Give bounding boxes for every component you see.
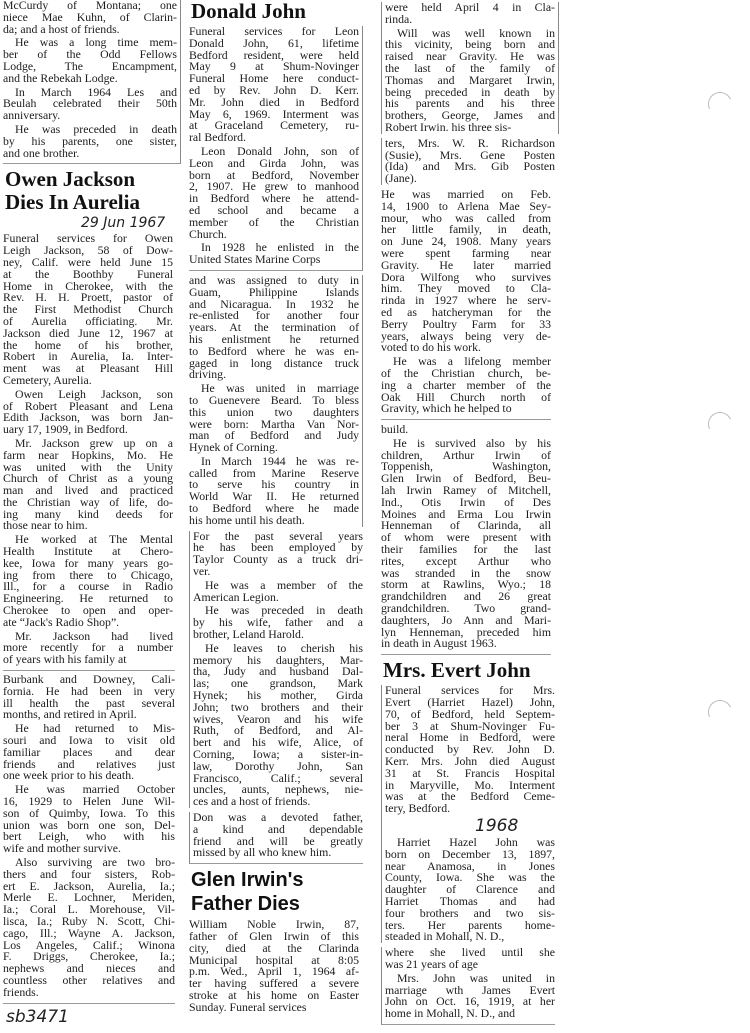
text-line: Edith Jackson, was born Jan- — [3, 410, 173, 425]
text-line: He was a long time mem- — [15, 35, 177, 50]
text-line: F. Driggs, Cherokee, Ia.; — [3, 949, 175, 964]
text-line: raised near Gravity. He was — [385, 49, 555, 64]
text-line: him. They moved to Cla- — [381, 281, 551, 296]
text-line: stroke at his home on Easter — [189, 987, 359, 1002]
text-line: voted to do his work. — [381, 340, 481, 355]
text-line: In March 1964 Les and — [15, 84, 177, 99]
text-line: of the Christian church, be- — [381, 365, 551, 380]
text-line: a kind and dependable — [193, 821, 363, 836]
text-line: County, Iowa. She was the — [385, 870, 555, 885]
archive-handwritten-mark: sb3471 — [6, 1006, 69, 1027]
headline-line: Owen Jackson — [5, 167, 136, 192]
text-line: Ill., for a course in Radio — [3, 579, 173, 594]
text-line: was at the Bedford Ceme- — [385, 789, 555, 804]
text-line: driving. — [189, 367, 227, 382]
text-line: He was a lifelong member — [393, 354, 551, 369]
text-line: Los Angeles, Calif.; Winona — [3, 937, 175, 952]
text-line: son of Quimby, Iowa. To this — [3, 805, 175, 820]
text-line: and the Rebekah Lodge. — [3, 70, 118, 85]
text-line: Robert Irwin. his three sis- — [385, 119, 512, 134]
paragraph — [189, 919, 359, 1013]
text-line: called from Marine Reserve — [189, 465, 359, 480]
text-line: Kerr. Mrs. John died August — [385, 754, 555, 769]
text-line: Home in Cherokee, with the — [3, 278, 173, 293]
text-line: Mrs. John was united in — [397, 970, 555, 985]
text-line: He was a member of the — [205, 577, 363, 592]
paragraph — [189, 272, 359, 382]
text-line: were born: Martha Van Nor- — [189, 416, 359, 431]
text-line: friend and will be greatly — [193, 833, 363, 848]
text-line: Church. — [189, 226, 227, 241]
paragraph — [3, 784, 175, 855]
text-line: Municipal hospital at 8:05 — [189, 952, 359, 967]
paragraph — [381, 186, 551, 355]
paragraph — [3, 674, 175, 721]
text-line: four brothers and two sis- — [385, 905, 555, 920]
text-line: William Noble Irwin, 87, — [189, 917, 359, 932]
text-line: near Anamosa, in Jones — [385, 858, 555, 873]
paragraph — [385, 837, 555, 943]
text-line: Rev. H. H. Proett, pastor of — [3, 290, 173, 305]
paragraph — [189, 26, 359, 144]
text-line: years. At the termination of — [189, 320, 359, 335]
text-line: ral Bedford. — [189, 130, 246, 145]
column-3 — [381, 0, 559, 1029]
text-line: fornia. He had been in very — [3, 683, 175, 698]
donald-john-obituary-part2 — [189, 272, 363, 527]
paragraph — [381, 424, 551, 436]
text-line: ing many kind deeds for — [3, 506, 173, 521]
text-line: Burbank and Downey, Cali- — [3, 672, 175, 687]
paragraph — [193, 605, 363, 640]
text-line: Sunday. Funeral services — [189, 999, 307, 1014]
text-line: Lodge, The Encampment, — [3, 58, 177, 73]
handwritten-year: 1968 — [475, 816, 519, 836]
paragraph — [3, 0, 177, 35]
paragraph — [3, 121, 177, 160]
text-line: Bedford resident, were held — [189, 47, 359, 62]
text-line: in Maryville, Mo. Interment — [385, 777, 555, 792]
text-line: and was assigned to duty in — [189, 272, 359, 287]
text-line: ate “Jack's Radio Shop”. — [3, 614, 120, 629]
text-line: lyn Henneman, preceded him — [381, 624, 551, 639]
text-line: Robert in Aurelia, Ia. Inter- — [3, 349, 173, 364]
text-line: of Robert Pleasant and Lena — [3, 398, 173, 413]
paragraph — [3, 723, 175, 782]
headline-line: Dies In Aurelia — [5, 190, 140, 215]
text-line: member of the Christian — [189, 214, 359, 229]
text-line: Engineering. He returned to — [3, 591, 173, 606]
text-line: missed by all who knew him. — [193, 845, 332, 860]
text-line: ters. Her parents home- — [385, 917, 555, 932]
text-line: familiar places and dear — [3, 744, 175, 759]
paragraph — [385, 135, 555, 186]
glen-irwin-obituary-part1 — [189, 919, 359, 1013]
paragraph — [189, 383, 359, 454]
text-line: neral Home in Bedford, were — [385, 730, 555, 745]
text-line: Funeral Home here conduct- — [189, 71, 359, 86]
headline-line: Glen Irwin's — [191, 869, 304, 892]
paragraph — [193, 577, 363, 604]
mrs-evert-john-obituary-part2 — [381, 947, 555, 1025]
text-line: tha, Judy and husband Dal- — [193, 664, 363, 679]
text-line: law, Dorothy John, San — [193, 758, 363, 773]
text-line: souri and Iowa to visit old — [3, 733, 175, 748]
text-line: grandchildren. Two grand- — [381, 601, 551, 616]
donald-john-headline: Donald John — [191, 0, 306, 23]
text-line: farm near Hopkins, Mo. He — [3, 447, 173, 462]
text-line: Moines and Erma Lou Irwin — [381, 506, 551, 521]
text-line: anniversary. — [3, 108, 61, 123]
text-line: this vicinity, being born and — [385, 37, 555, 52]
paragraph — [385, 25, 555, 134]
glen-irwin-headline — [191, 868, 367, 916]
text-line: Henneman of Clarinda, all — [381, 518, 551, 533]
text-line: (Susie), Mrs. Gene Posten — [385, 147, 555, 162]
text-line: lah Irwin Ramey of Mitchell, — [381, 483, 551, 498]
text-line: children, Arthur Irwin of — [381, 447, 551, 462]
text-line: Harriet Hazel John was — [397, 835, 555, 849]
text-line: ill health the past several — [3, 695, 175, 710]
text-line: were held April 4 in Cla- — [385, 0, 555, 14]
text-line: daughters, Jo Ann and Mari- — [381, 612, 551, 627]
text-line: Harriet Thomas and had — [385, 893, 555, 908]
text-line: wives, Vearon and his wife — [193, 711, 363, 726]
text-line: Leon Donald John, son of — [201, 143, 359, 158]
text-line: ed by Rev. John D. Kerr. — [189, 82, 359, 97]
owen-jackson-obituary-part1 — [3, 233, 173, 666]
donald-john-obituary-part3 — [189, 528, 363, 809]
paragraph — [193, 528, 363, 579]
paragraph — [3, 37, 177, 84]
text-line: May 9 at Shum-Novinger — [189, 59, 359, 74]
text-line: He was preceded in death — [15, 121, 177, 136]
owen-jackson-headline — [5, 168, 181, 214]
paragraph — [189, 143, 359, 241]
text-line: the last of the family of — [385, 60, 555, 75]
text-line: their families for the last — [381, 542, 551, 557]
text-line: lisca, Ia.; Ruby N. Scott, Chi- — [3, 913, 175, 928]
text-line: memory his daughters, Mar- — [193, 652, 363, 667]
text-line: man and lived and practiced — [3, 483, 173, 498]
text-line: in death in August 1963. — [381, 636, 497, 651]
text-line: Gravity, which he helped to — [381, 401, 512, 416]
text-line: the First Methodist Church — [3, 302, 173, 317]
text-line: ing a charter member of the — [381, 377, 551, 392]
text-line: Mr. Jackson had lived — [15, 628, 173, 643]
text-line: of years with his family at — [3, 652, 127, 667]
text-line: Mr. John died in Bedford — [189, 94, 359, 109]
text-line: to serve his country in — [189, 477, 359, 492]
text-line: Ruth, of Bedford, and Al- — [193, 723, 363, 738]
text-line: Beulah celebrated their 50th — [3, 96, 177, 111]
text-line: and Nicaragua. In 1932 he — [189, 296, 359, 311]
text-line: by his parents, one sister, — [3, 133, 177, 148]
text-line: ter having suffered a severe — [189, 976, 359, 991]
donald-john-tribute — [189, 812, 363, 864]
paragraph — [193, 812, 363, 859]
text-line: las; one grandson, Mark — [193, 676, 363, 691]
punch-hole-icon — [705, 89, 736, 120]
text-line: 31 at St. Francis Hospital — [385, 765, 555, 780]
handwritten-date: 29 Jun 1967 — [81, 215, 166, 232]
text-line: marriage wth James Evert — [385, 982, 555, 997]
text-line: the home of his brother, — [3, 337, 173, 352]
text-line: storm at Rawlins, Wyo.; 18 — [381, 577, 551, 592]
text-line: He was married on Feb. — [381, 186, 551, 201]
paragraph — [381, 435, 551, 651]
text-line: In 1928 he enlisted in the — [201, 240, 359, 255]
text-line: re-enlisted for another four — [189, 308, 359, 323]
text-line: friends and relatives just — [3, 756, 175, 771]
text-line: Oak Hill Church north of — [381, 389, 551, 404]
text-line: thers and four sisters, Rob- — [3, 866, 175, 881]
glen-irwin-obituary-part2 — [381, 2, 559, 134]
text-line: ing from there to Chicago, — [3, 567, 173, 582]
punch-hole-icon — [705, 409, 736, 440]
text-line: man of Bedford and Judy — [189, 428, 359, 443]
text-line: home in Mohall, N. D., and — [385, 1006, 516, 1021]
text-line: Also surviving are two bro- — [15, 855, 175, 869]
text-line: to Bedford where he made — [189, 501, 359, 516]
text-line: city, died at the Clarinda — [189, 940, 359, 955]
text-line: daughter of Clarence and — [385, 882, 555, 897]
text-line: her little family, in death, — [381, 222, 551, 237]
text-line: Hynek; his mother, Girda — [193, 688, 363, 703]
text-line: this union two daughters — [189, 404, 359, 419]
paragraph — [193, 640, 363, 809]
text-line: steaded in Mohall, N. D., — [385, 929, 505, 944]
text-line: ber of the Odd Fellows — [3, 47, 177, 62]
text-line: nephews and nieces and — [3, 961, 175, 976]
text-line: Funeral services for Owen — [3, 231, 173, 246]
text-line: the Christian way of life, do- — [3, 494, 173, 509]
text-line: Hynek of Corning. — [189, 440, 278, 455]
paragraph — [3, 84, 177, 123]
text-line: of Aurelia officiating. Mr. — [3, 313, 173, 328]
paragraph — [385, 685, 555, 815]
mccurdy-obituary-end — [3, 0, 181, 164]
paragraph — [3, 628, 173, 667]
text-line: years, always being very de- — [381, 328, 551, 343]
text-line: at Graceland Cemetery, ru- — [189, 118, 359, 133]
text-line: 14, 1900 to Arlena Mae Sey- — [381, 198, 551, 213]
owen-jackson-obituary-part2 — [3, 670, 175, 1004]
text-line: Guam, Philippine Islands — [189, 284, 359, 299]
text-line: niece Mae Kuhn, of Clarin- — [3, 9, 177, 24]
text-line: bert and his wife, Alice, of — [193, 735, 363, 750]
text-line: one week prior to his death. — [3, 768, 135, 783]
text-line: Dora Wilfong who survives — [381, 269, 551, 284]
text-line: Merle E. Lochner, Meriden, — [3, 890, 175, 905]
text-line: ed as hatcheryman for the — [381, 304, 551, 319]
text-line: rites, except Arthur who — [381, 553, 551, 568]
text-line: McCurdy of Montana; one — [3, 0, 177, 12]
column-2 — [189, 0, 367, 1018]
glen-irwin-obituary-part3 — [381, 135, 555, 186]
text-line: Francisco, Calif.; several — [193, 770, 363, 785]
text-line: those near to him. — [3, 518, 88, 533]
paragraph — [189, 453, 359, 527]
text-line: May 6, 1969. Interment was — [189, 106, 359, 121]
text-line: his home until his death. — [189, 512, 305, 527]
text-line: Evert (Harriet Hazel) John, — [385, 695, 555, 710]
text-line: (Ida) and Mrs. Gib Posten — [385, 159, 555, 174]
text-line: where she lived until she — [385, 945, 555, 960]
text-line: Thomas and Margaret Irwin, — [385, 72, 555, 87]
text-line: by his wife, father and a — [193, 615, 363, 630]
text-line: Will was well known in — [397, 25, 555, 40]
paragraph — [189, 242, 359, 266]
text-line: He was married October — [15, 782, 175, 797]
paragraph — [3, 857, 175, 999]
paragraph — [3, 386, 173, 437]
paragraph — [3, 534, 173, 628]
text-line: Funeral services for Mrs. — [385, 683, 555, 698]
text-line: Berry Poultry Farm for 33 — [381, 316, 551, 331]
text-line: bert Leigh, who with his — [3, 829, 175, 844]
mrs-evert-john-headline: Mrs. Evert John — [383, 658, 531, 683]
text-line: He was united in marriage — [201, 381, 359, 396]
text-line: For the past several years — [193, 528, 363, 543]
glen-irwin-obituary-part4 — [381, 186, 551, 420]
text-line: Ind., Otis Irwin of Des — [381, 494, 551, 509]
text-line: brothers, George, James and — [385, 108, 555, 123]
text-line: 16, 1929 to Helen June Wil- — [3, 794, 175, 809]
text-line: p.m. Wed., April 1, 1964 af- — [189, 964, 359, 979]
mrs-evert-john-obituary-part1 — [381, 685, 555, 943]
text-line: born on December 13, 1897, — [385, 846, 555, 861]
text-line: to Bedford where he was en- — [189, 343, 359, 358]
text-line: Funeral services for Leon — [189, 24, 359, 38]
text-line: born at Bedford, November — [189, 167, 359, 182]
text-line: he has been employed by — [193, 540, 363, 555]
text-line: months, and retired in April. — [3, 707, 137, 722]
column-1 — [3, 0, 181, 1027]
text-line: was stranded in the snow — [381, 565, 551, 580]
text-line: Donald John, 61, lifetime — [189, 35, 359, 50]
text-line: Taylor County as a truck dri- — [193, 552, 363, 567]
text-line: friends. — [3, 984, 39, 999]
text-line: World War II. He returned — [189, 489, 359, 504]
text-line: tery, Bedford. — [385, 801, 451, 816]
paragraph — [385, 947, 555, 971]
text-line: ber 3 at Shum-Novinger Fu- — [385, 718, 555, 733]
text-line: kee, Iowa for many years go- — [3, 555, 173, 570]
text-line: He worked at The Mental — [15, 532, 173, 547]
text-line: wife and mother survive. — [3, 841, 121, 856]
text-line: ces and a host of friends. — [193, 794, 311, 809]
paragraph — [381, 356, 551, 415]
text-line: ney, Calif. were held June 15 — [3, 254, 173, 269]
text-line: John on Oct. 16, 1919, at her — [385, 994, 555, 1009]
text-line: Cemetery, Aurelia. — [3, 372, 92, 387]
paragraph — [3, 233, 173, 386]
text-line: conducted by Rev. John D. — [385, 742, 555, 757]
text-line: Cherokee to open and oper- — [3, 603, 173, 618]
text-line: Glen Irwin of Bedford, Beu- — [381, 471, 551, 486]
text-line: uncles, aunts, nephews, nie- — [193, 782, 363, 797]
text-line: Leon and Girda John, was — [189, 155, 359, 170]
text-line: were spent farming near — [381, 245, 551, 260]
text-line: (Jane). — [385, 171, 417, 186]
text-line: and one brother. — [3, 145, 80, 160]
text-line: He had returned to Mis- — [15, 721, 175, 736]
text-line: Don was a devoted father, — [193, 810, 363, 824]
text-line: union was born one son, Del- — [3, 817, 175, 832]
punch-hole-icon — [705, 697, 736, 728]
text-line: In March 1944 he was re- — [201, 453, 359, 468]
text-line: ed school and became a — [189, 202, 359, 217]
donald-john-obituary-part1 — [189, 26, 363, 271]
text-line: ert E. Jackson, Aurelia, Ia.; — [3, 878, 175, 893]
text-line: Toppenish, Washington, — [381, 459, 551, 474]
text-line: ters, Mrs. W. R. Richardson — [385, 135, 555, 150]
text-line: more recently for a number — [3, 640, 173, 655]
text-line: 70, of Bedford, held Septem- — [385, 706, 555, 721]
text-line: Ia.; Coral L. Morehouse, Vil- — [3, 902, 175, 917]
text-line: gaged in long distance truck — [189, 355, 359, 370]
text-line: United States Marine Corps — [189, 252, 321, 267]
text-line: rinda in 1927 where he serv- — [381, 293, 551, 308]
paragraph — [3, 435, 173, 533]
text-line: grandchildren and 26 great — [381, 589, 551, 604]
headline-line: Father Dies — [191, 893, 300, 916]
paragraph — [385, 2, 555, 26]
text-line: Leigh Jackson, 58 of Dow- — [3, 243, 173, 258]
text-line: He is survived also by his — [393, 435, 551, 450]
text-line: mour, who was called from — [381, 210, 551, 225]
text-line: was united with the Unity — [3, 459, 173, 474]
text-line: da; and a host of friends. — [3, 21, 120, 36]
text-line: at the Boothby Funeral — [3, 266, 173, 281]
text-line: in Bedford where he attend- — [189, 191, 359, 206]
text-line: his enlistment he returned — [189, 331, 359, 346]
text-line: ment was at Pleasant Hill — [3, 361, 173, 376]
text-line: Mr. Jackson grew up on a — [15, 435, 173, 450]
text-line: his parents and his three — [385, 96, 555, 111]
text-line: Jackson died June 12, 1967 at — [3, 325, 173, 340]
text-line: of whom were present with — [381, 530, 551, 545]
text-line: Owen Leigh Jackson, son — [15, 386, 173, 401]
text-line: being preceded in death by — [385, 84, 555, 99]
text-line: on June 24, 1908. Many years — [381, 234, 551, 249]
text-line: John; two brothers and their — [193, 699, 363, 714]
text-line: uary 17, 1909, in Bedford. — [3, 422, 128, 437]
text-line: father of Glen Irwin of this — [189, 928, 359, 943]
text-line: rinda. — [385, 11, 413, 26]
text-line: ver. — [193, 564, 211, 579]
text-line: countless other relatives and — [3, 972, 175, 987]
text-line: cago, Ill.; Wayne A. Jackson, — [3, 925, 175, 940]
text-line: Gravity. He later married — [381, 257, 551, 272]
text-line: Health Institute at Chero- — [3, 544, 173, 559]
text-line: was 21 years of age — [385, 956, 479, 971]
text-line: Corning, Iowa; a sister-in- — [193, 747, 363, 762]
text-line: build. — [381, 422, 409, 437]
text-line: He leaves to cherish his — [205, 640, 363, 655]
text-line: Church of Christ as a young — [3, 471, 173, 486]
paragraph — [385, 970, 555, 1021]
text-line: 2, 1907. He grew to manhood — [189, 179, 359, 194]
glen-irwin-obituary-part5 — [381, 424, 551, 655]
text-line: brother, Leland Harold. — [193, 627, 304, 642]
text-line: to Guenevere Beard. To bless — [189, 392, 359, 407]
text-line: He was preceded in death — [205, 603, 363, 618]
text-line: American Legion. — [193, 589, 279, 604]
